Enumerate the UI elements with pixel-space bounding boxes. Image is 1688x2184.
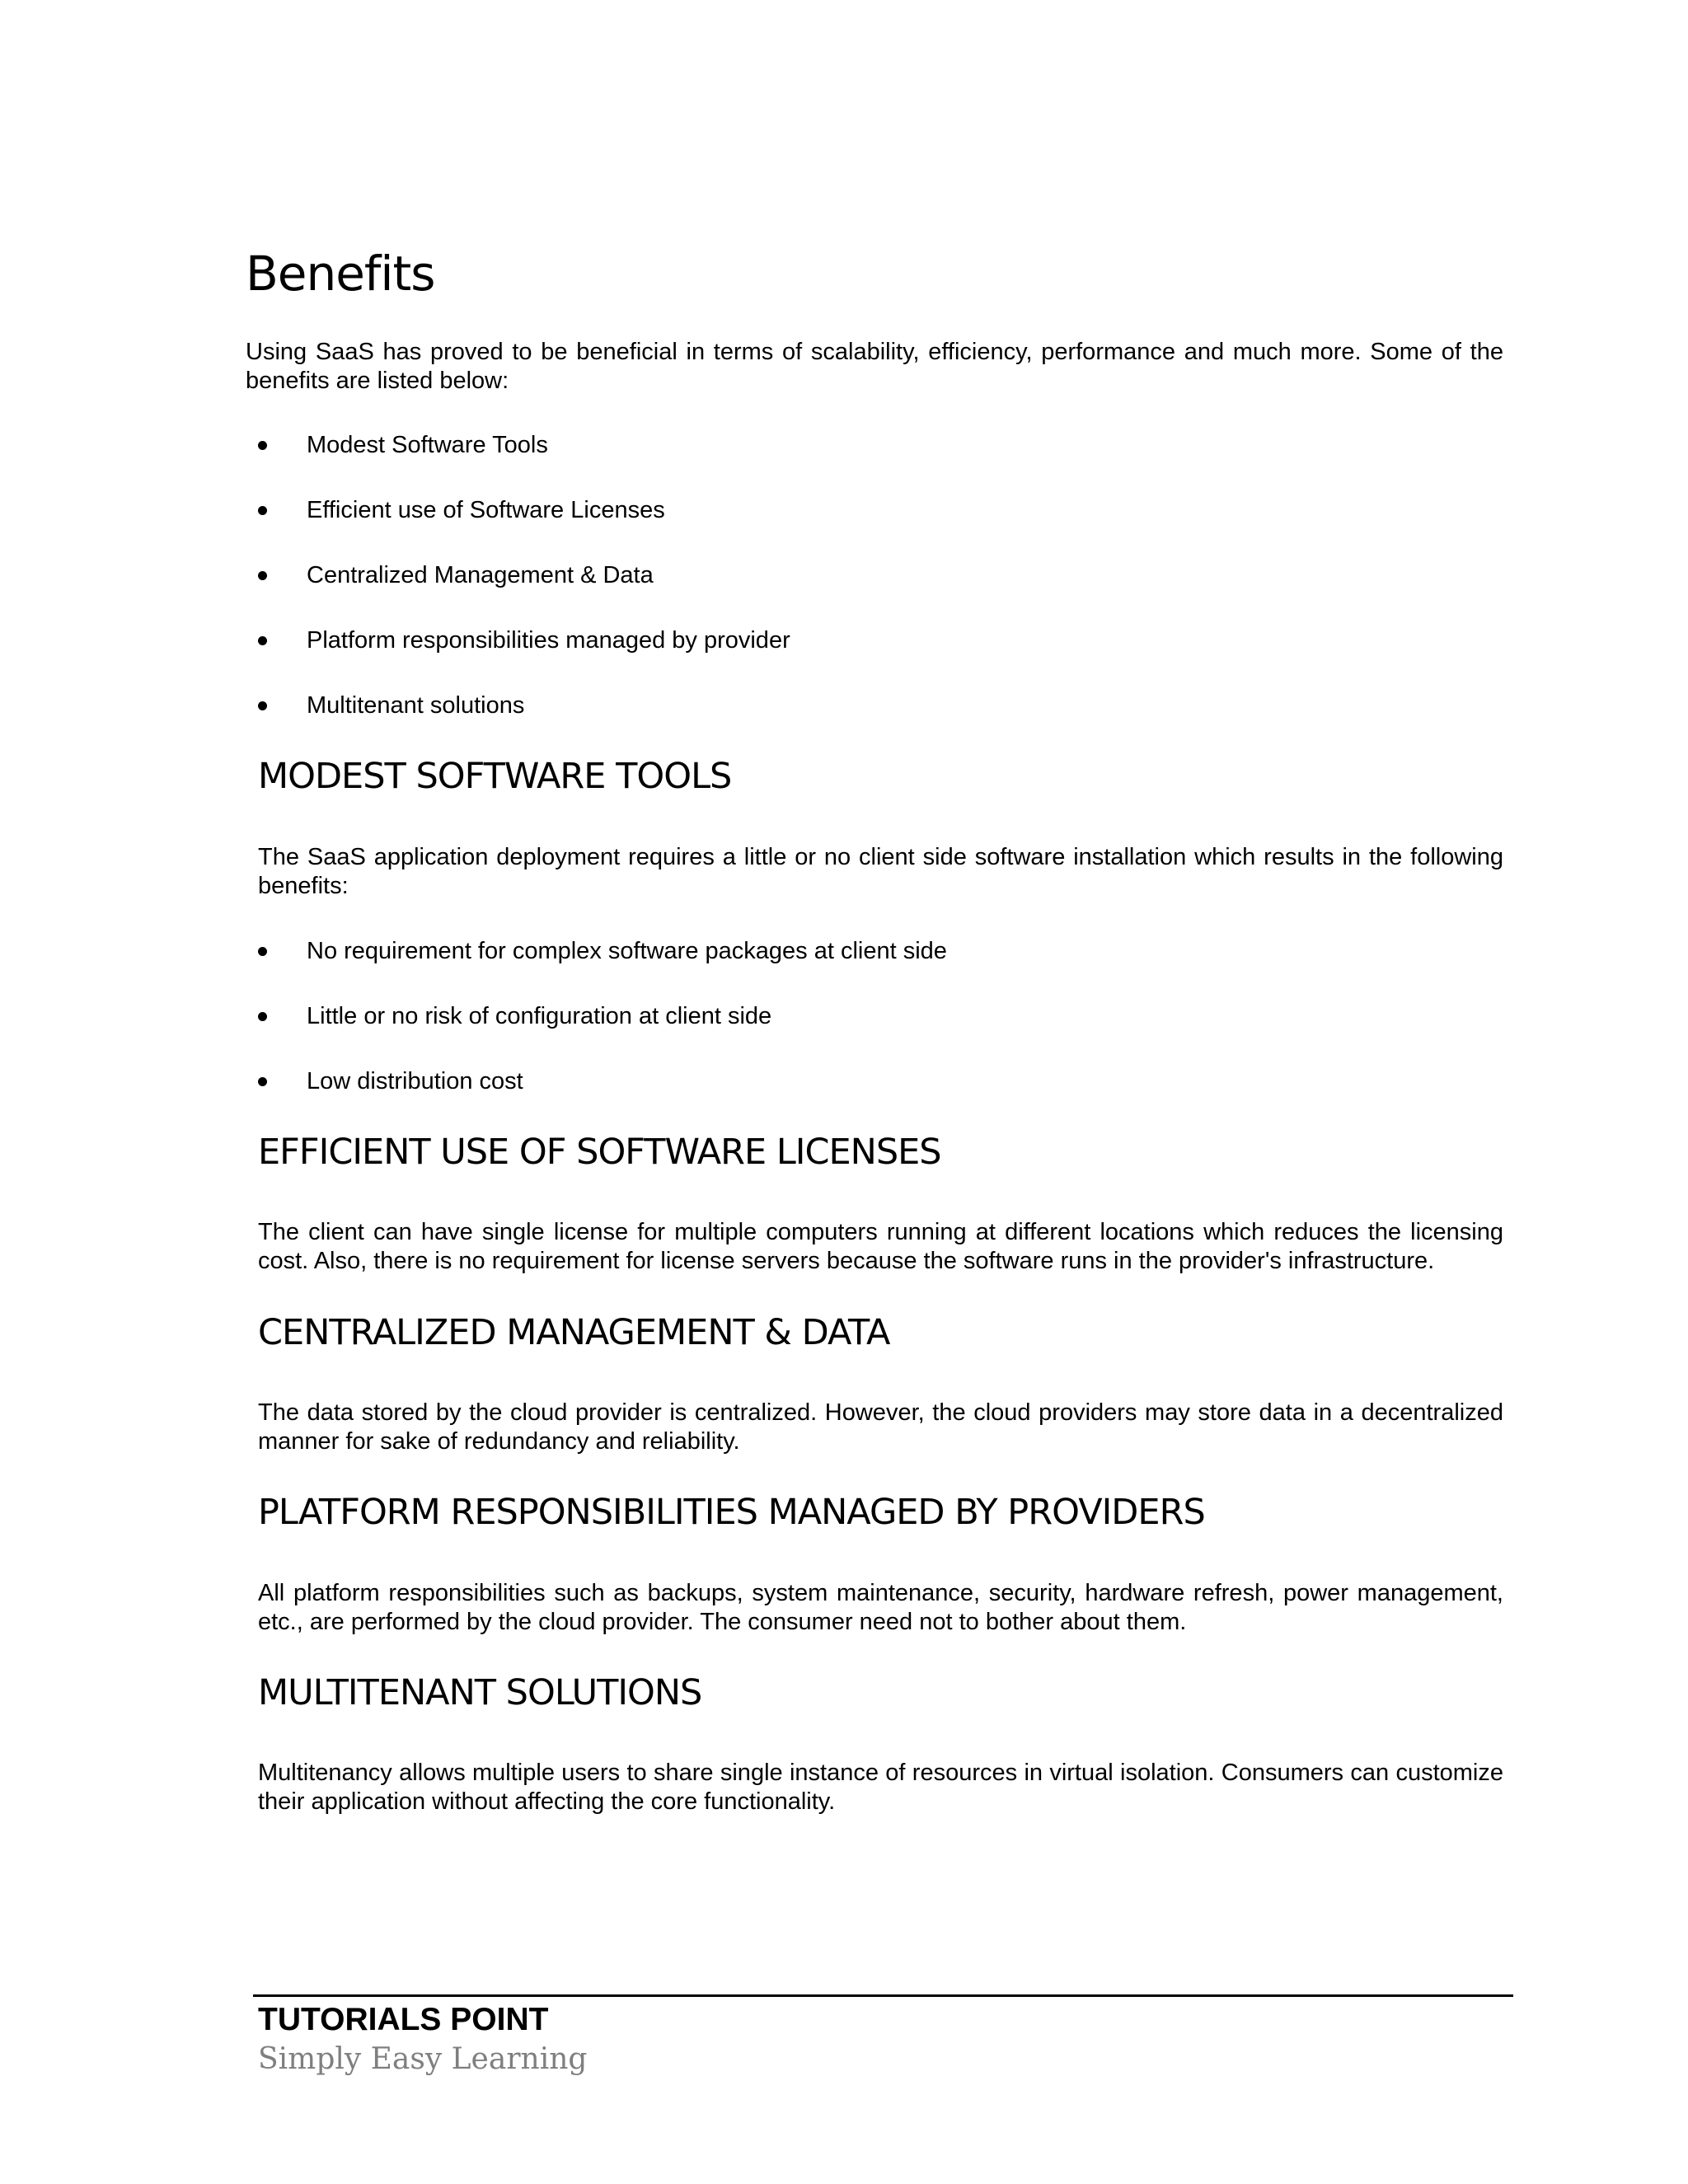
bullet-icon [258,701,267,710]
section-heading-modest-software-tools: MODEST SOFTWARE TOOLS [258,756,732,797]
footer-tagline: Simply Easy Learning [258,2042,588,2076]
section-paragraph: The SaaS application deployment requires a little or no client side software installation which results in the following benefits: [258,844,1503,899]
footer-brand: TUTORIALS POINT [258,2002,549,2037]
bullet-icon [258,947,267,956]
page-title: Benefits [246,246,435,302]
footer-divider [253,1994,1513,1997]
list-item-text: Little or no risk of configuration at client side [307,1003,772,1029]
bullet-icon [258,571,267,580]
section-heading-platform-responsibilities: PLATFORM RESPONSIBILITIES MANAGED BY PROVIDERS [258,1492,1205,1533]
list-item-text: Centralized Management & Data [307,562,654,588]
list-item-text: Modest Software Tools [307,432,548,458]
section-paragraph: All platform responsibilities such as backups, system maintenance, security, hardware refresh, power management, etc., are performed by the cloud provider. The consumer need not to bother about them. [258,1580,1503,1635]
list-item-text: Efficient use of Software Licenses [307,497,665,523]
list-item-text: No requirement for complex software packages at client side [307,938,947,964]
bullet-icon [258,1012,267,1021]
bullet-icon [258,506,267,515]
bullet-icon [258,1077,267,1086]
bullet-icon [258,636,267,645]
section-paragraph: The data stored by the cloud provider is centralized. However, the cloud providers may store data in a decentralized manner for sake of redundancy and reliability. [258,1399,1503,1455]
section-heading-multitenant-solutions: MULTITENANT SOLUTIONS [258,1672,702,1713]
bullet-icon [258,441,267,450]
intro-paragraph: Using SaaS has proved to be beneficial in terms of scalability, efficiency, performance and much more. Some of the benefits are listed below: [246,339,1503,394]
section-paragraph: Multitenancy allows multiple users to share single instance of resources in virtual isolation. Consumers can customize their application without affecting the core functionality. [258,1760,1503,1815]
list-item-text: Platform responsibilities managed by provider [307,627,790,654]
list-item-text: Low distribution cost [307,1068,523,1094]
list-item-text: Multitenant solutions [307,692,525,719]
section-heading-efficient-use-of-software-licenses: EFFICIENT USE OF SOFTWARE LICENSES [258,1132,941,1173]
section-paragraph: The client can have single license for multiple computers running at different locations which reduces the licensing cost. Also, there is no requirement for license servers because the software runs in the provider's infrastructure. [258,1219,1503,1274]
section-heading-centralized-management-and-data: CENTRALIZED MANAGEMENT & DATA [258,1312,890,1353]
